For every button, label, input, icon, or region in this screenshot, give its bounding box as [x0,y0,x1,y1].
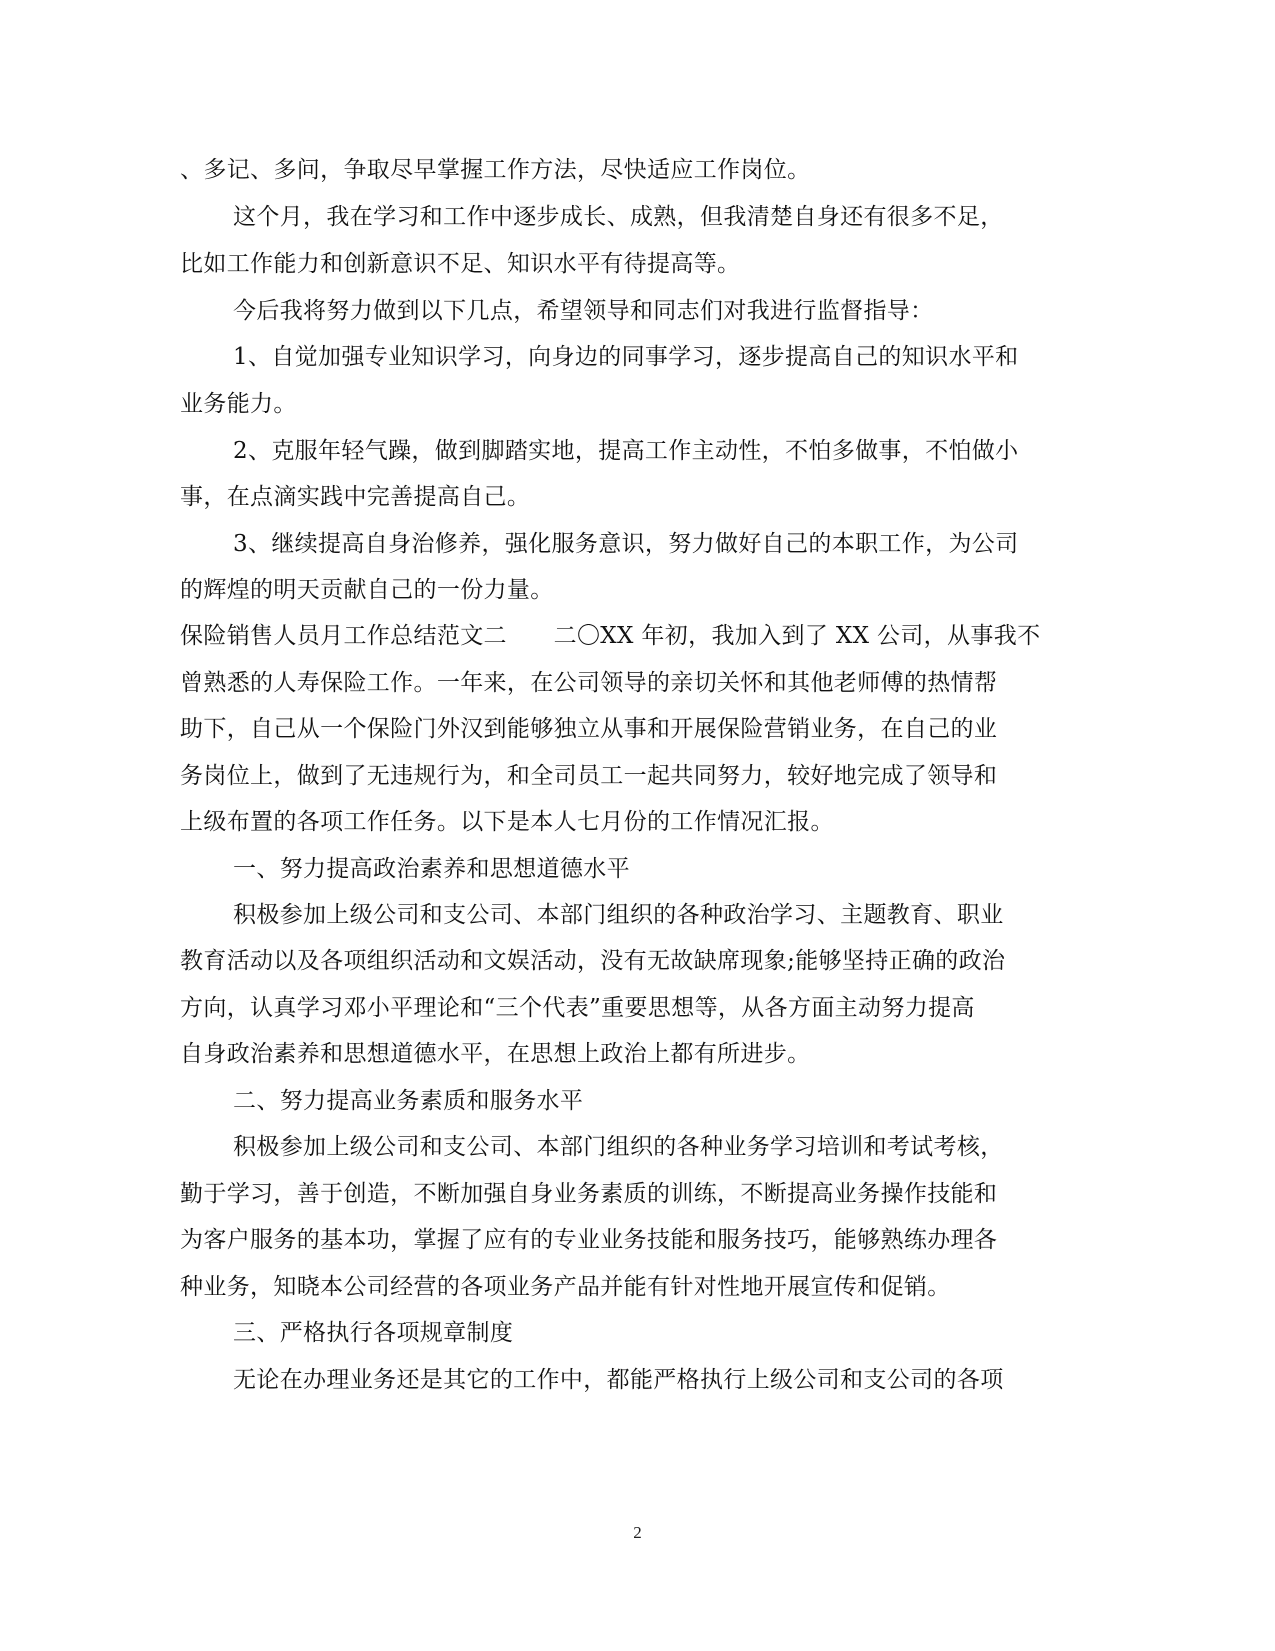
text-line: 比如工作能力和创新意识不足、知识水平有待提高等。 [180,251,741,277]
text-line: 上级布置的各项工作任务。以下是本人七月份的工作情况汇报。 [180,809,834,835]
text-line: 教育活动以及各项组织活动和文娱活动，没有无故缺席现象;能够坚持正确的政治 [180,948,1006,974]
text-line: 保险销售人员月工作总结范文二 二〇XX 年初，我加入到了 XX 公司，从事我不 [180,623,1041,649]
text-line: 业务能力。 [180,391,297,417]
text-line: 助下，自己从一个保险门外汉到能够独立从事和开展保险营销业务，在自己的业 [180,716,998,742]
text-line: 方向，认真学习邓小平理论和“三个代表”重要思想等，从各方面主动努力提高 [180,995,975,1021]
text-line: 、多记、多问，争取尽早掌握工作方法，尽快适应工作岗位。 [180,157,811,183]
text-line: 勤于学习，善于创造，不断加强自身业务素质的训练，不断提高业务操作技能和 [180,1181,998,1207]
text-line: 积极参加上级公司和支公司、本部门组织的各种业务学习培训和考试考核， [233,1134,1004,1160]
text-line: 这个月，我在学习和工作中逐步成长、成熟，但我清楚自身还有很多不足， [233,204,1004,230]
text-line: 曾熟悉的人寿保险工作。一年来，在公司领导的亲切关怀和其他老师傅的热情帮 [180,670,998,696]
text-line: 种业务，知晓本公司经营的各项业务产品并能有针对性地开展宣传和促销。 [180,1274,951,1300]
text-line: 无论在办理业务还是其它的工作中，都能严格执行上级公司和支公司的各项 [233,1367,1004,1393]
text-line: 积极参加上级公司和支公司、本部门组织的各种政治学习、主题教育、职业 [233,902,1004,928]
page-number: 2 [633,1523,642,1542]
section-heading: 二、努力提高业务素质和服务水平 [233,1088,584,1114]
section-heading: 三、严格执行各项规章制度 [233,1320,514,1346]
text-line: 为客户服务的基本功，掌握了应有的专业业务技能和服务技巧，能够熟练办理各 [180,1227,998,1253]
text-line: 1、自觉加强专业知识学习，向身边的同事学习，逐步提高自己的知识水平和 [233,344,1019,370]
text-line: 务岗位上，做到了无违规行为，和全司员工一起共同努力，较好地完成了领导和 [180,763,998,789]
text-line: 今后我将努力做到以下几点，希望领导和同志们对我进行监督指导： [233,298,934,324]
text-line: 事，在点滴实践中完善提高自己。 [180,484,531,510]
text-line: 的辉煌的明天贡献自己的一份力量。 [180,577,554,603]
text-line: 自身政治素养和思想道德水平，在思想上政治上都有所进步。 [180,1041,811,1067]
text-line: 3、继续提高自身治修养，强化服务意识，努力做好自己的本职工作，为公司 [233,531,1019,557]
section-heading: 一、努力提高政治素养和思想道德水平 [233,856,630,882]
text-line: 2、克服年轻气躁，做到脚踏实地，提高工作主动性，不怕多做事，不怕做小 [233,438,1019,464]
